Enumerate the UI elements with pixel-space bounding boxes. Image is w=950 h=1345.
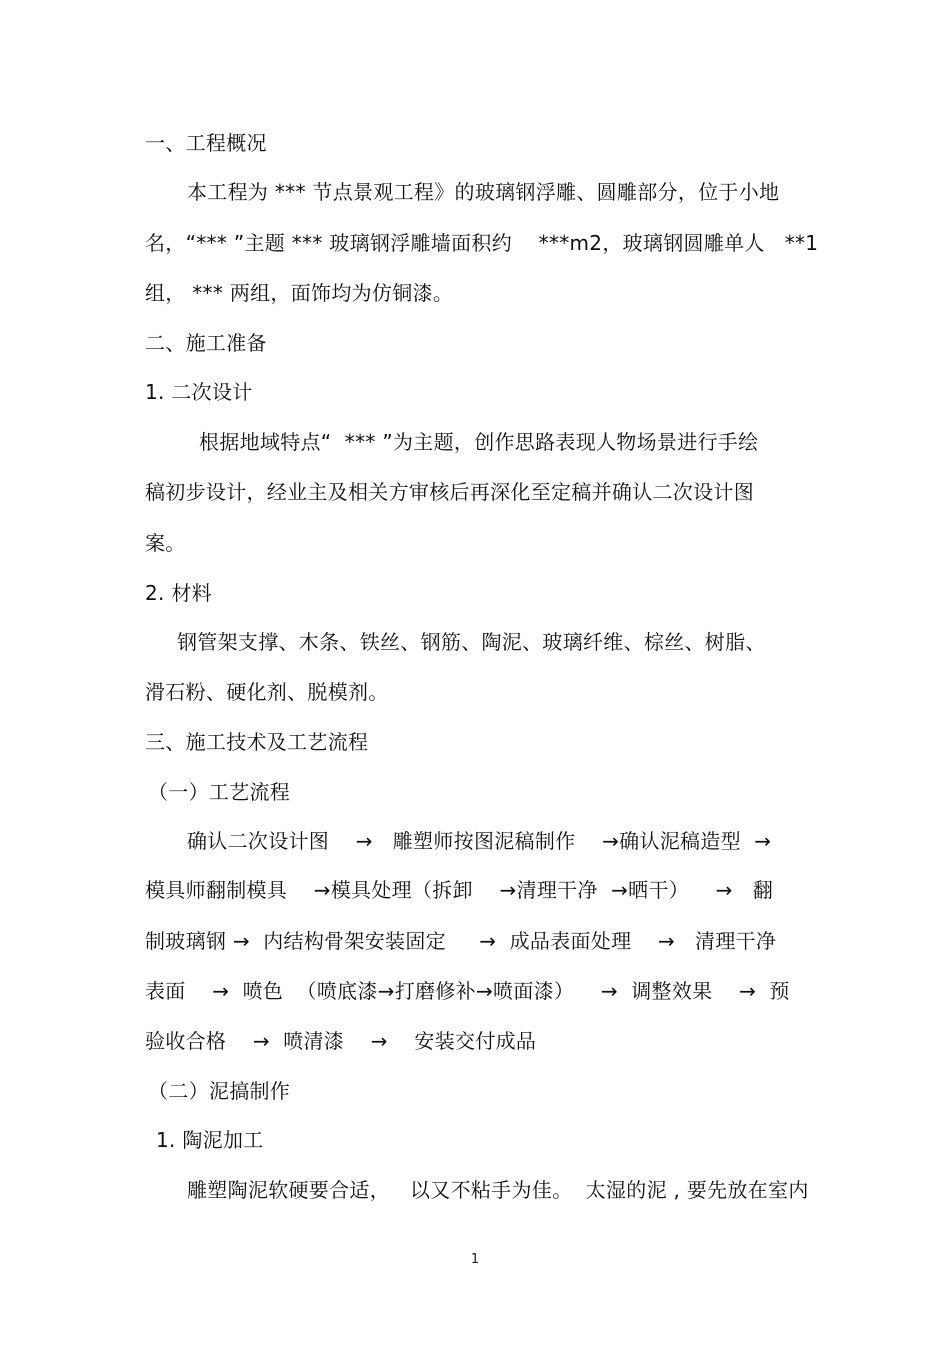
subheading-secondary-design: 1. 二次设计 — [145, 380, 253, 404]
process-flow-line-3: 制玻璃钢 → 内结构骨架安装固定 → 成品表面处理 → 清理干净 — [145, 929, 777, 953]
materials-paragraph-line-1: 钢管架支撑、木条、铁丝、钢筋、陶泥、玻璃纤维、棕丝、树脂、 — [177, 630, 766, 654]
heading-2-preparation: 二、施工准备 — [145, 331, 267, 355]
design-paragraph-line-3: 案。 — [145, 531, 186, 555]
overview-paragraph-line-2: 名，“*** ”主题 *** 玻璃钢浮雕墙面积约 ***m2，玻璃钢圆雕单人 **1 — [145, 231, 819, 255]
subheading-clay-processing: 1. 陶泥加工 — [156, 1128, 264, 1152]
overview-paragraph-line-1: 本工程为 *** 节点景观工程》的玻璃钢浮雕、圆雕部分，位于小地 — [187, 180, 780, 204]
process-flow-line-2: 模具师翻制模具 →模具处理（拆卸 →清理干净 →晒干） → 翻 — [145, 878, 774, 902]
subheading-materials: 2. 材料 — [145, 581, 212, 605]
process-flow-line-5: 验收合格 → 喷清漆 → 安装交付成品 — [145, 1029, 537, 1053]
overview-paragraph-line-3: 组， *** 两组，面饰均为仿铜漆。 — [145, 281, 454, 305]
process-flow-line-4: 表面 → 喷色 （喷底漆→打磨修补→喷面漆） → 调整效果 → 预 — [145, 979, 790, 1003]
page-number: 1 — [470, 1252, 480, 1267]
process-flow-line-1: 确认二次设计图 → 雕塑师按图泥稿制作 →确认泥稿造型 → — [187, 829, 772, 853]
heading-3-technique-process: 三、施工技术及工艺流程 — [145, 730, 369, 754]
design-paragraph-line-1: 根据地域特点“ *** ”为主题，创作思路表现人物场景进行手绘 — [199, 430, 759, 454]
heading-1-project-overview: 一、工程概况 — [145, 131, 267, 155]
design-paragraph-line-2: 稿初步设计，经业主及相关方审核后再深化至定稿并确认二次设计图 — [145, 480, 754, 504]
subheading-process-flow: （一）工艺流程 — [148, 780, 291, 804]
materials-paragraph-line-2: 滑石粉、硬化剂、脱模剂。 — [145, 680, 389, 704]
clay-paragraph-line-1: 雕塑陶泥软硬要合适， 以又不粘手为佳。 太湿的泥 , 要先放在室内 — [187, 1178, 809, 1202]
subheading-clay-draft: （二）泥搞制作 — [148, 1079, 291, 1103]
